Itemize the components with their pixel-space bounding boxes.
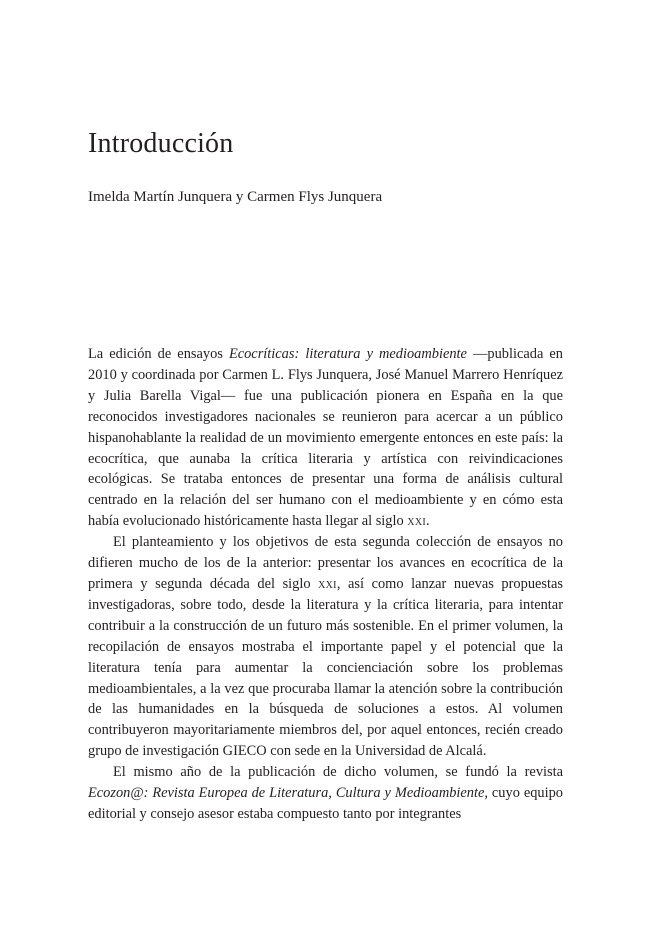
century-smallcaps: xxi xyxy=(407,513,426,530)
journal-title-italic: Ecozon@: Revista Europea de Literatura, Cultura y Medioambiente xyxy=(88,785,485,802)
chapter-title: Introducción xyxy=(88,128,234,159)
text-segment: El planteamiento y los objetivos de esta segunda colección de ensayos no difieren mucho de los de la anterior: presentar los avances en ecocrítica de la primera y segunda década del siglo xyxy=(88,534,563,592)
text-segment: , así como lanzar nuevas propuestas investigadoras, sobre todo, desde la literatura y la crítica literaria, para intentar contribuir a la construcción de un futuro más sostenible. En el primer volumen, la recopilación de ensayos mostraba el importante papel y el potencial que la literatura tenía para aumentar la concienciación sobre los problemas medioambientales, a la vez que procuraba llamar la atención sobre la contribución de las humanidades en la búsqueda de soluciones a estos. Al volumen contribuyeron mayoritariamente miembros del, por aquel entonces, recién creado grupo de investigación GIECO con sede en la Universidad de Alcalá. xyxy=(88,575,563,760)
chapter-authors: Imelda Martín Junquera y Carmen Flys Junquera xyxy=(88,189,383,205)
century-smallcaps: xxi xyxy=(318,575,337,592)
chapter-body xyxy=(88,344,563,825)
paragraph-2 xyxy=(88,532,563,762)
text-segment: El mismo año de la publicación de dicho volumen, se fundó la revista xyxy=(113,764,563,781)
paragraph-1 xyxy=(88,344,563,532)
text-segment: , cuyo equipo editorial y consejo asesor estaba compuesto tanto por integrantes xyxy=(88,785,563,822)
text-segment: . xyxy=(425,513,430,530)
paragraph-3 xyxy=(88,762,563,825)
text-segment: La edición de ensayos xyxy=(88,346,229,362)
book-title-italic: Ecocríticas: literatura y medioambiente xyxy=(228,346,467,362)
text-segment: —publicada en 2010 y coordinada por Carmen L. Flys Junquera, José Manuel Marrero Henríquez y Julia Barella Vigal— fue una publicación pionera en España en la que reconocidos investigadores nacionales se reunieron para acercar a un público hispanohablante la realidad de un movimiento emergente entonces en este país: la ecocrítica, que aunaba la crítica literaria y artística con reivindicaciones ecológicas. Se trataba entonces de presentar una forma de análisis cultural centrado en la relación del ser humano con el medioambiente y en cómo esta había evolucionado históricamente hasta llegar al siglo xyxy=(88,346,563,530)
